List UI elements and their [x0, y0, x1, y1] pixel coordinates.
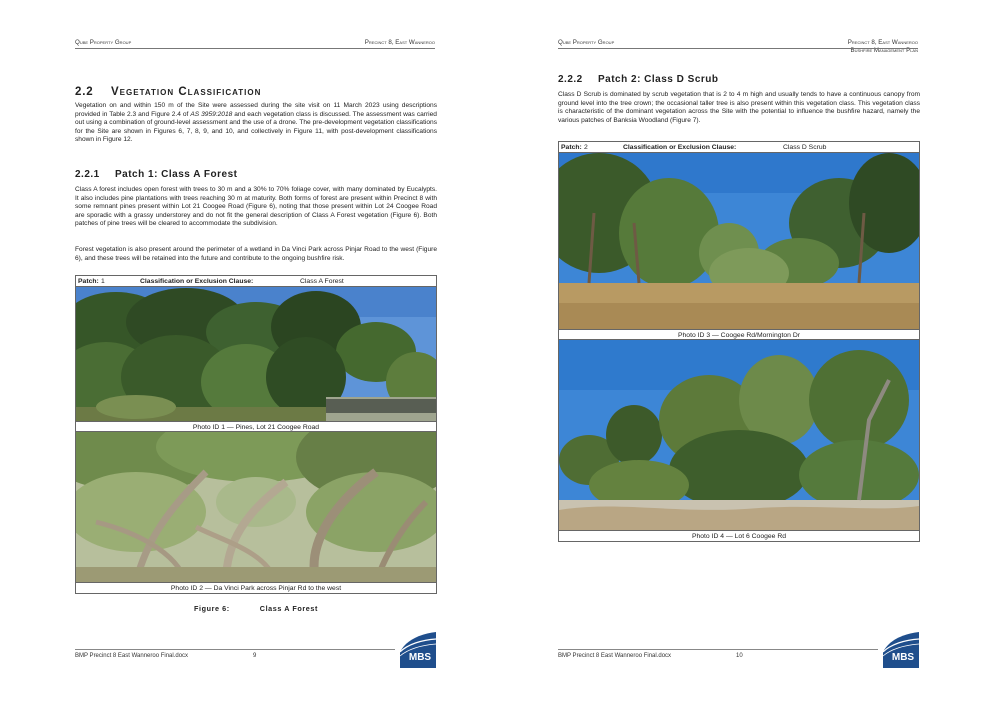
subsection-title: Patch 2: Class D Scrub — [598, 74, 719, 85]
photo-3-caption: Photo ID 3 — Coogee Rd/Mornington Dr — [559, 329, 919, 340]
document-page-9 — [0, 0, 496, 702]
patch-value: 1 — [101, 277, 105, 285]
subsection-number: 2.2.2 — [558, 74, 583, 85]
photo-4-scrub — [559, 340, 919, 530]
photo-2-caption: Photo ID 2 — Da Vinci Park across Pinjar Rd to the west — [76, 582, 436, 593]
section-title: Vegetation Classification — [111, 86, 262, 98]
patch-2-table — [558, 141, 920, 542]
header-project — [848, 39, 918, 55]
mbs-logo — [881, 630, 921, 670]
intro-paragraph — [75, 102, 437, 145]
patch-label: Patch: — [78, 277, 99, 285]
clause-label: Classification or Exclusion Clause: — [623, 143, 737, 151]
page-footer — [558, 653, 878, 659]
intro-text-a: Vegetation on and within 150 m of the Site were assessed during the site visit on 11 March 2023 using descriptions provided in Table 2.3 and Figure 2.4 of — [75, 102, 437, 118]
patch-1-table — [75, 275, 437, 594]
figure-label: Figure 6: — [194, 604, 230, 613]
footer-doc-name: BMP Precinct 8 East Wanneroo Final.docx — [558, 653, 672, 659]
svg-text:MBS: MBS — [408, 652, 432, 663]
header-project-line1: Precinct 8, East Wanneroo — [364, 39, 435, 46]
photo-1-caption: Photo ID 1 — Pines, Lot 21 Coogee Road — [76, 421, 436, 432]
header-project-line2: Bushfire Management Plan — [850, 47, 918, 54]
class-a-paragraph: Class A forest includes open forest with trees to 30 m and a 30% to 70% foliage cover, with many dominated by Eucalypts. It also includes pine plantations with trees reaching 30 m at maturity. Both forms of forest are present within Precinct 8 with some remnant pines present within Lot 21 Coogee Road (Figure 6), noting that those present within Lot 24 Coogee Road are sporadic with a grassy understorey and do not fit the general description of Class A Forest vegetation (Figure 6). Both patches of pine trees will be cleared to accommodate the subdivision. — [75, 186, 437, 228]
footer-rule — [558, 649, 878, 650]
document-page-10 — [497, 0, 993, 702]
header-rule — [558, 48, 918, 49]
class-d-paragraph: Class D Scrub is dominated by scrub vegetation that is 2 to 4 m high and usually tends to have a continuous canopy from ground level into the tree crown; the occasional taller tree is also present within this vegetation class. This vegetation class is characteristic of the dominant vegetation across the Site with the potential to influence the bushfire hazard, namely the various patches of Banksia Woodland (Figure 7). — [558, 91, 920, 124]
section-number: 2.2 — [75, 86, 94, 98]
footer-doc-name: BMP Precinct 8 East Wanneroo Final.docx — [75, 653, 189, 659]
photo-3-scrub — [559, 153, 919, 329]
photo-1-pines — [76, 287, 436, 421]
forest-wetland-paragraph: Forest vegetation is also present around the perimeter of a wetland in Da Vinci Park across Pinjar Road to the west (Figure 6), and these trees will be retained into the future and contribute to the ongoing bushfire risk. — [75, 246, 437, 262]
figure-title: Class A Forest — [259, 604, 318, 613]
header-company: Qube Property Group — [558, 39, 615, 46]
patch-value: 2 — [584, 143, 588, 151]
figure-caption — [75, 604, 437, 613]
header-company: Qube Property Group — [75, 39, 132, 46]
intro-text-italic: AS 3959:2018 — [190, 110, 233, 118]
header-rule — [75, 48, 435, 49]
patch-label: Patch: — [561, 143, 582, 151]
header-project — [365, 39, 435, 47]
svg-text:MBS: MBS — [891, 652, 915, 663]
footer-page-number: 10 — [736, 653, 743, 659]
patch-2-header-row — [559, 142, 919, 153]
footer-rule — [75, 649, 395, 650]
mbs-logo — [398, 630, 438, 670]
clause-label: Classification or Exclusion Clause: — [140, 277, 254, 285]
patch-1-header-row — [76, 276, 436, 287]
clause-value: Class D Scrub — [783, 143, 827, 151]
page-footer — [75, 653, 395, 659]
footer-page-number: 9 — [253, 653, 257, 659]
subsection-number: 2.2.1 — [75, 169, 100, 180]
subsection-title: Patch 1: Class A Forest — [115, 169, 238, 180]
subsection-heading — [558, 74, 718, 85]
header-project-line1: Precinct 8, East Wanneroo — [847, 39, 918, 46]
subsection-heading — [75, 169, 237, 180]
photo-2-eucalypts — [76, 432, 436, 582]
photo-4-caption: Photo ID 4 — Lot 6 Coogee Rd — [559, 530, 919, 541]
intro-text-b: and each vegetation class is discussed. The assessment was carried out using a combination of ground-level assessment and the use of a drone. The pre-development vegetation classifications for the Site are shown in Figures 6, 7, 8, 9, and 10, and collectively in Figure 11, with post-development classifications shown in Figure 12. — [75, 110, 437, 144]
clause-value: Class A Forest — [300, 277, 344, 285]
section-heading — [75, 86, 261, 98]
